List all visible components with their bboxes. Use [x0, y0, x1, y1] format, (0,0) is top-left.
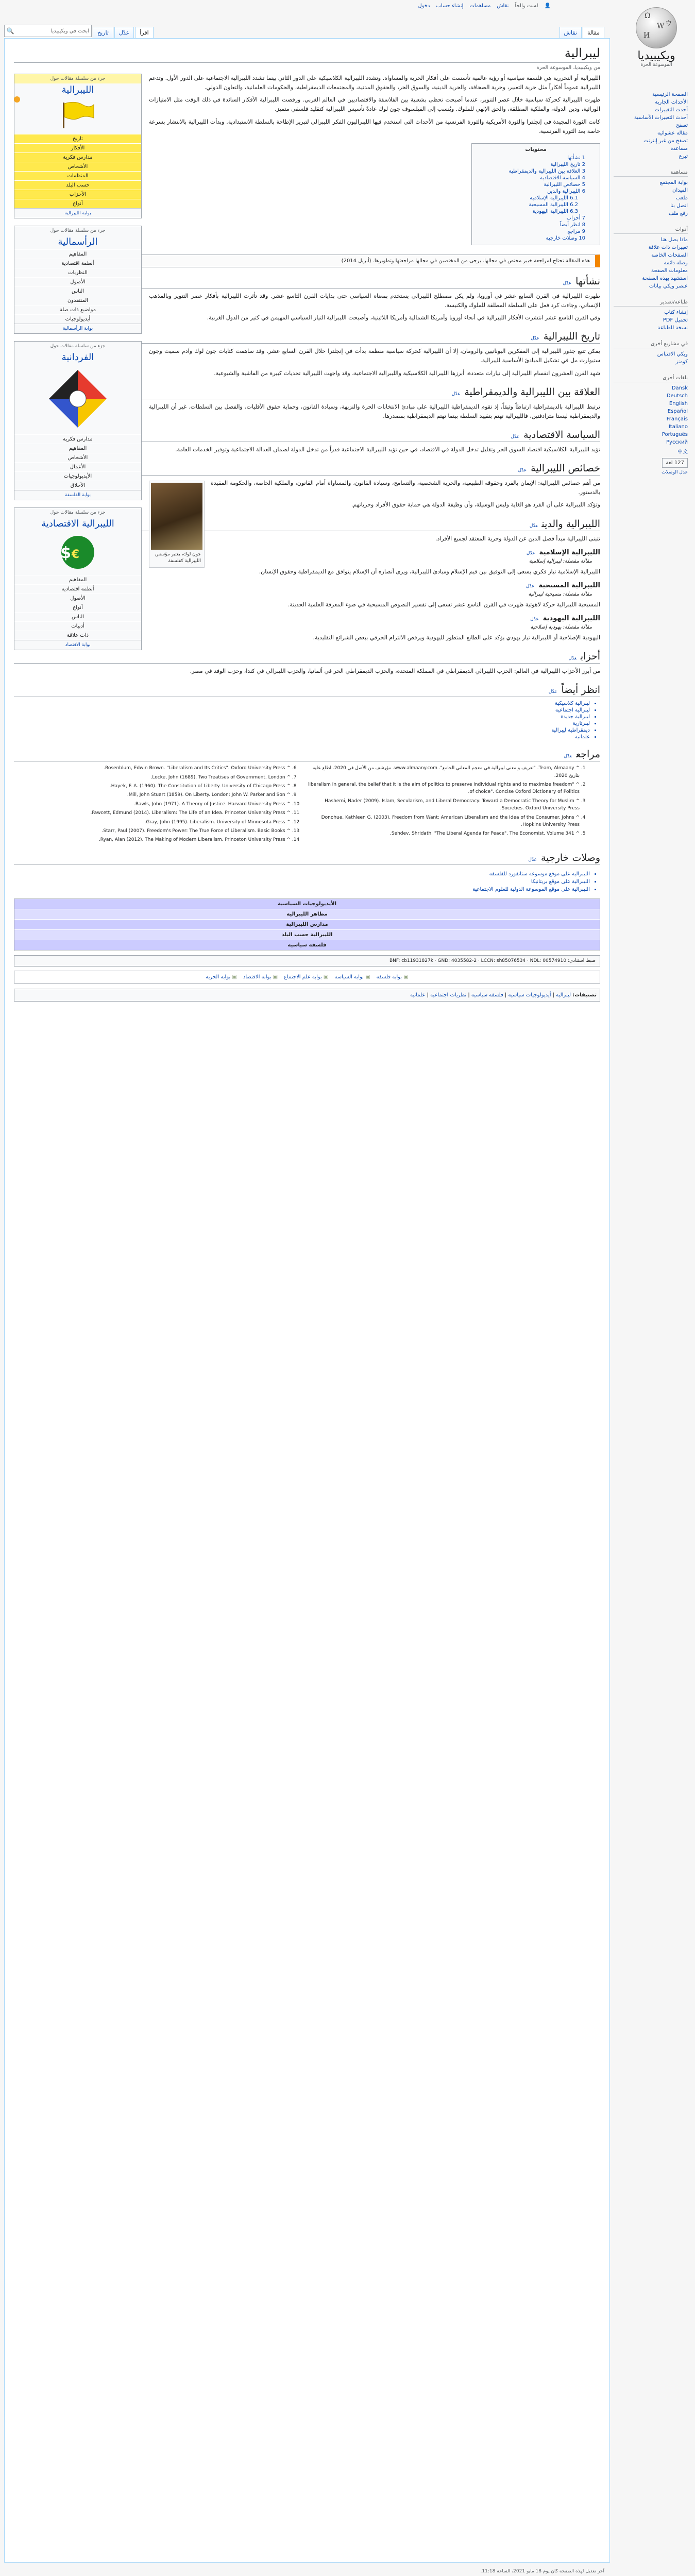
liberalism-flag-icon: [60, 100, 96, 129]
navbox-collapsed-row[interactable]: مدارس الليبرالية: [14, 920, 600, 930]
reference-item: 13. ^ Starr, Paul (2007). Freedom's Power: The True Force of Liberalism. Basic Books.: [14, 827, 291, 835]
sidebar-tool-item[interactable]: وصلة دائمة: [664, 260, 688, 266]
john-locke-thumbnail[interactable]: [149, 481, 205, 568]
navbox-collapsed-row[interactable]: الليبرالية حسب البلد: [14, 930, 600, 940]
sidebar-languages: [611, 370, 695, 479]
toc-item[interactable]: 6 الليبرالية والدين: [547, 188, 585, 194]
main-article-hatnote[interactable]: مقالة مفصلة: مسيحية ليبرالية: [528, 591, 592, 597]
sidebar-tool-item[interactable]: معلومات الصفحة: [651, 268, 688, 274]
sidebar-tool-item[interactable]: ماذا يصل هنا: [660, 237, 688, 243]
toc-title: محتويات: [525, 146, 547, 152]
view-tabs: [4, 24, 154, 38]
contributions-link[interactable]: مساهمات: [469, 3, 491, 9]
page-footer: [4, 2568, 604, 2576]
navbox-head: جزء من سلسلة مقالات حول: [14, 74, 141, 83]
edit-section-link[interactable]: عدّل: [526, 583, 535, 589]
tab-read[interactable]: اقرأ: [135, 27, 153, 38]
sidebar-nav-item[interactable]: مساعدة: [670, 146, 688, 151]
navbox-title[interactable]: الفردانية: [61, 352, 94, 363]
section-paragraph: المسيحية الليبرالية حركة لاهوتية ظهرت في القرن التاسع عشر تسعى إلى تفسير النصوص المسيحية في ضوء المعرفة العلمية الحديثة.: [287, 601, 600, 608]
edit-section-link[interactable]: عدّل: [526, 550, 535, 556]
edit-section-link[interactable]: عدّل: [530, 616, 539, 622]
section-paragraph: وفي القرن التاسع عشر انتشرت الأفكار الليبرالية في أنحاء أوروبا وأمريكا الشمالية وأمريكا اللاتينية، وأصبحت الليبرالية التيار السياسي المهيمن في كثير من الدول الغربية.: [207, 314, 600, 321]
toc-item[interactable]: 5 خصائص الليبرالية: [544, 181, 585, 188]
series-navboxes: [14, 74, 142, 657]
navbox-title[interactable]: الرأسمالية: [58, 236, 98, 247]
sidebar: [611, 88, 695, 479]
create-account-link[interactable]: إنشاء حساب: [436, 3, 464, 9]
sidebar-project-item[interactable]: كومنز: [675, 359, 688, 365]
sidebar-nav-item[interactable]: تصفح: [676, 123, 688, 128]
section-paragraph: شهد القرن العشرون انقسام الليبرالية إلى تيارات متعددة، أبرزها الليبرالية الكلاسيكية والليبرالية الاجتماعية، وقد واجهت الليبرالية تحديات كبيرة من الفاشية والشيوعية.: [214, 369, 600, 377]
section-title: خصائص الليبرالية: [531, 463, 600, 474]
navbox-row[interactable]: النظريات: [14, 268, 141, 277]
navbox-row[interactable]: الأخلاق: [14, 481, 141, 490]
user-icon: 👤: [544, 3, 551, 9]
navbox-row[interactable]: الأفكار: [14, 143, 141, 152]
section-title: مراجع: [576, 749, 600, 760]
wikipedia-globe-icon: Ω W И ウ: [636, 7, 677, 48]
sidebar-contribute-item[interactable]: ملعب: [675, 195, 688, 201]
toc-item[interactable]: 1 نشأتها: [567, 155, 585, 161]
sidebar-tools: [611, 222, 695, 294]
navbox-head: جزء من سلسلة مقالات حول: [50, 344, 106, 349]
toc-item[interactable]: 10 وصلات خارجية: [546, 235, 585, 241]
section-title: السياسة الاقتصادية: [523, 429, 600, 440]
reference-item: 10. ^ Rawls, John (1971). A Theory of Justice. Harvard University Press.: [14, 801, 291, 808]
section-paragraph: الليبرالية الإسلامية تيار فكري يسعى إلى التوفيق بين قيم الإسلام ومبادئ الليبرالية، ويرى أنصاره أن الإسلام يتوافق مع الديمقراطية وحقوق الإنسان.: [259, 568, 600, 575]
thumbnail-caption: جون لوك، يعتبر مؤسس الليبرالية كفلسفة: [155, 552, 201, 564]
reference-item: 7. ^ Locke, John (1689). Two Treatises of Government. London.: [14, 774, 291, 781]
sidebar-heading-languages: بلغات أخرى: [614, 375, 688, 382]
navbox-row[interactable]: ذات علاقة: [14, 631, 141, 640]
sidebar-tool-item[interactable]: تغييرات ذات علاقة: [648, 245, 688, 250]
portal-link[interactable]: ▣ بوابة السياسة: [334, 974, 370, 980]
edit-section-link[interactable]: عدّل: [511, 434, 520, 439]
search-input[interactable]: [16, 27, 91, 35]
category-links: [14, 989, 600, 1002]
navbox-row[interactable]: الأصول: [14, 277, 141, 286]
reference-item: 14. ^ Ryan, Alan (2012). The Making of Modern Liberalism. Princeton University Press.: [14, 836, 291, 843]
sidebar-tool-item[interactable]: استشهد بهذه الصفحة: [642, 276, 688, 281]
sidebar-print-item[interactable]: نسخة للطباعة: [657, 325, 688, 331]
section-title: نشأتها: [575, 275, 600, 287]
personal-toolbar: [4, 3, 551, 9]
reference-item: 11. ^ Fawcett, Edmund (2014). Liberalism: The Life of an Idea. Princeton University Press.: [14, 809, 291, 817]
reference-item: 2. ^ "liberalism In general, the belief that it is the aim of politics to preserve individual rights and to maximize freedom of choice". Concise Oxford Dictionary of Politics.: [303, 781, 580, 796]
navbox-row[interactable]: المنظمات: [14, 171, 141, 180]
external-link-item[interactable]: • الليبرالية على موقع بريتانيكا: [14, 878, 590, 886]
navbox-title[interactable]: الليبرالية: [61, 84, 94, 95]
sidebar-tool-item[interactable]: الصفحات الخاصة: [651, 252, 688, 258]
sidebar-heading-tools: أدوات: [614, 227, 688, 234]
lead-paragraph: ظهرت الليبرالية كحركة سياسية خلال عصر التنوير، عندما أصبحت تحظى بشعبية بين الفلاسفة والاقتصاديين في العالم الغربي. ورفضت الليبرالية الأفكار السائدة في ذلك الوقت مثل الامتيازات الوراثية، ودين الدولة، والملكية المطلقة، والحق الإلهي للملوك. ويُنسب إلى الفيلسوف جون لوك عادةً تأسيس الليبرالية كتقليد فلسفي متميز.: [149, 96, 600, 113]
navbox-portal-link[interactable]: بوابة الاقتصاد: [14, 640, 141, 650]
navbox-economic-liberalism: [14, 507, 142, 650]
see-also-item[interactable]: • ليبرتارية: [14, 720, 590, 727]
sidebar-language-item[interactable]: Français: [666, 416, 688, 422]
tab-history[interactable]: تاريخ: [93, 27, 113, 38]
portal-bar: [14, 971, 600, 984]
sidebar-heading-contribute: مساهمة: [614, 170, 688, 177]
navbox-row[interactable]: أيديولوجيات: [14, 314, 141, 324]
main-article-hatnote[interactable]: مقالة مفصلة: يهودية إصلاحية: [530, 624, 592, 630]
section-paragraph: اليهودية الإصلاحية أو الليبرالية تيار يهودي يؤكد على الطابع المتطور لليهودية ويرفض الالتزام الحرفي ببعض الشرائع التقليدية.: [313, 634, 600, 641]
navbox-collapsed-row[interactable]: مظاهر الليبرالية: [14, 909, 600, 920]
toc-item[interactable]: 6.1 الليبرالية الإسلامية: [530, 195, 578, 201]
svg-text:€: €: [71, 548, 79, 561]
sidebar-language-item[interactable]: Русский: [666, 439, 688, 445]
toc-item[interactable]: 6.2 الليبرالية المسيحية: [529, 201, 578, 208]
expert-needed-notice: هذه المقالة تحتاج لمراجعة خبير مختص في مجالها. يرجى من المختصين في مجالها مراجعتها وتطويرها. (أبريل 2014): [14, 255, 600, 267]
page-tabs: [4, 24, 604, 38]
section-paragraph: تتبنى الليبرالية مبدأ فصل الدين عن الدولة وحرية المعتقد لجميع الأفراد.: [435, 535, 600, 542]
navbox-row[interactable]: الأيديولوجيات: [14, 471, 141, 481]
navbox-collapsed-row[interactable]: الأيديولوجيات السياسية: [14, 899, 600, 909]
sidebar-nav-item[interactable]: أحدث التغييرات: [654, 107, 688, 113]
sidebar-language-item[interactable]: English: [669, 401, 688, 406]
section-heading: [14, 749, 600, 761]
external-link-item[interactable]: • الليبرالية على موقع موسوعة ستانفورد للفلسفة: [14, 870, 590, 878]
navbox-row[interactable]: الأشخاص: [14, 162, 141, 171]
reference-item: 4. ^ Donohue, Kathleen G. (2003). Freedom from Want: American Liberalism and the Idea of the Consumer. Johns Hopkins University Press.: [303, 814, 580, 829]
section-paragraph: يمكن تتبع جذور الليبرالية إلى المفكرين اليونانيين والرومان، إلا أن الليبرالية كحركة سياسية منظمة بدأت في إنجلترا خلال القرن السابع عشر. وقد ساهمت كتابات جون لوك وآدم سميث وجون ستيوارت مل في تشكيل المبادئ الأساسية لليبرالية.: [149, 348, 600, 364]
section-title: تاريخ الليبرالية: [543, 331, 600, 343]
navbox-row[interactable]: الأعمال: [14, 462, 141, 471]
site-logo[interactable]: [623, 5, 690, 67]
section-title: العلاقة بين الليبرالية والديمقراطية: [464, 386, 600, 398]
bottom-navboxes: [14, 899, 600, 951]
section-title: انظر أيضاً: [561, 684, 600, 696]
navbox-liberalism: [14, 74, 142, 218]
navbox-row[interactable]: أنواع: [14, 199, 141, 208]
navbox-row[interactable]: الناس: [14, 612, 141, 621]
individualism-diamond-icon: [47, 368, 109, 430]
reference-item: 9. ^ Mill, John Stuart (1859). On Liberty. London: John W. Parker and Son.: [14, 791, 291, 799]
section-heading: [14, 852, 600, 865]
sidebar-nav-item[interactable]: تصفح من غير إنترنت: [643, 138, 688, 144]
not-logged-in-label: لست والجاً: [515, 3, 538, 9]
reference-item: 6. ^ Rosenblum, Edwin Brown. "Liberalism and Its Critics". Oxford University Press.: [14, 765, 291, 772]
tab-talk[interactable]: نقاش: [560, 27, 582, 38]
site-name: ويكيبيديا: [637, 49, 675, 62]
navbox-row[interactable]: الأحزاب: [14, 190, 141, 199]
section-title: وصلات خارجية: [541, 852, 600, 863]
see-also-item[interactable]: • ليبرالية كلاسيكية: [14, 700, 590, 707]
section-paragraph: ظهرت الليبرالية في القرن السابع عشر في أوروبا، ولم يكن مصطلح الليبرالي يستخدم بمعناه السياسي حتى بدايات القرن التاسع عشر. وقد تأثرت الليبرالية بأفكار عصر التنوير وبالمذهب الإنساني، وجاءت كرد فعل على السلطة المطلقة للملوك والكنيسة.: [149, 292, 600, 309]
section-heading: [14, 684, 600, 697]
sidebar-print: [611, 294, 695, 336]
navbox-title[interactable]: الليبرالية الاقتصادية: [41, 518, 114, 529]
sidebar-project-item[interactable]: ويكي الاقتباس: [657, 351, 688, 357]
lead-paragraph: كانت الثورة المجيدة في إنجلترا والثورة الأمريكية والثورة الفرنسية من الأحداث التي استخدم فيها الليبراليون الفكر الليبرالي لتبرير الإطاحة بالسلطة الاستبدادية. وبدأت الليبرالية بالانتشار بسرعة خاصة بعد الثورة الفرنسية.: [149, 118, 600, 134]
navbox-row[interactable]: المفاهيم: [14, 575, 141, 584]
svg-text:$: $: [60, 544, 71, 562]
toc-item[interactable]: 8 انظر أيضاً: [560, 222, 585, 228]
navbox-row[interactable]: مدارس فكرية: [14, 434, 141, 444]
sidebar-contribute-item[interactable]: بوابة المجتمع: [659, 180, 688, 185]
navbox-portal-link[interactable]: بوابة الليبرالية: [14, 208, 141, 218]
navbox-row[interactable]: الأشخاص: [14, 453, 141, 462]
sidebar-nav-item[interactable]: الصفحة الرئيسية: [652, 92, 688, 97]
subsection-title: الليبرالية المسيحية: [538, 581, 600, 589]
edit-section-link[interactable]: عدّل: [568, 656, 577, 662]
categories-label: تصنيفات:: [572, 992, 597, 998]
sidebar-nav-item[interactable]: أحدث التغييرات الأساسية: [634, 115, 688, 121]
navbox-row[interactable]: مدارس فكرية: [14, 152, 141, 162]
toc-item[interactable]: 3 العلاقة بين الليبرالية والديمقراطية: [508, 168, 585, 174]
edit-section-link[interactable]: عدّل: [564, 754, 572, 759]
sidebar-contribute-item[interactable]: اتصل بنا: [670, 203, 688, 209]
section-paragraph: وتؤكد الليبرالية على أن الفرد هو الغاية وليس الوسيلة، وأن وظيفة الدولة هي حماية حقوق الأفراد وحرياتهم.: [351, 501, 600, 509]
sidebar-contribute: [611, 164, 695, 222]
money-symbol-icon: [60, 534, 96, 570]
search-icon[interactable]: 🔍: [6, 27, 14, 35]
edit-section-link[interactable]: عدّل: [563, 280, 572, 286]
see-also-list: [14, 700, 600, 740]
external-links-list: [14, 870, 600, 893]
navbox-row[interactable]: تاريخ: [14, 134, 141, 143]
sidebar-language-item[interactable]: Dansk: [671, 385, 688, 391]
edit-section-link[interactable]: عدّل: [518, 468, 527, 473]
edit-links-link[interactable]: عدل الوصلات: [662, 470, 688, 475]
sidebar-heading-print: طباعة/تصدير: [614, 299, 688, 307]
section-paragraph: من أهم خصائص الليبرالية: الإيمان بالفرد وحقوقه الطبيعية، والحرية الشخصية، والتسامح، وسيادة القانون، والمساواة أمام القانون، والملكية الخاصة، والحكومة المقيدة بالدستور.: [211, 480, 600, 496]
authority-control: ضبط استنادي: BNF: cb11931827k · GND: 4035582-2 · LCCN: sh85076534 · NDL: 00574910: [14, 955, 600, 967]
sidebar-nav-item[interactable]: الأحداث الجارية: [655, 99, 688, 105]
category-link[interactable]: | فلسفة سياسية: [471, 992, 508, 998]
section-paragraph: من أبرز الأحزاب الليبرالية في العالم: الحزب الليبرالي الديمقراطي في المملكة المتحدة، والحزب الديمقراطي الحر في ألمانيا، والحزب الليبرالي في كندا، وحزب الوفد في مصر.: [190, 668, 600, 675]
navbox-row[interactable]: المنتقدون: [14, 296, 141, 305]
namespace-tabs: [560, 24, 604, 38]
sidebar-tool-item[interactable]: عنصر ويكي بيانات: [649, 283, 688, 289]
navbox-row[interactable]: أنواع: [14, 603, 141, 612]
navbox-capitalism: [14, 226, 142, 334]
reference-item: 3. ^ Hashemi, Nader (2009). Islam, Secularism, and Liberal Democracy: Toward a Democratic Theory for Muslim Societies. Oxford University Press.: [303, 798, 580, 812]
sidebar-contribute-item[interactable]: رفع ملف: [668, 211, 688, 216]
reference-item: 8. ^ Hayek, F. A. (1960). The Constitution of Liberty. University of Chicago Press.: [14, 783, 291, 790]
subsection-title: الليبرالية الإسلامية: [539, 548, 600, 556]
navbox-collapsed-row[interactable]: فلسفة سياسية: [14, 940, 600, 951]
reference-item: 1. ^ Team, Almaany. "تعريف و معنى ليبرالية في معجم المعاني الجامع". www.almaany.com. مؤرشف من الأصل في 2020. اطلع عليه بتاريخ 2020.: [303, 765, 580, 779]
sidebar-language-item[interactable]: 中文: [677, 449, 688, 455]
main-content: [4, 38, 610, 2563]
navbox-portal-link[interactable]: بوابة الفلسفة: [14, 490, 141, 500]
category-link[interactable]: | أيديولوجيات سياسية: [508, 992, 556, 998]
portal-link[interactable]: ▣ بوابة الاقتصاد: [243, 974, 278, 980]
language-count-button[interactable]: 127 لغة: [662, 458, 688, 468]
section-title: الليبرالية والدين: [541, 518, 600, 530]
toc-item[interactable]: 4 السياسة الاقتصادية: [540, 175, 585, 181]
navbox-individualism: [14, 341, 142, 500]
sidebar-language-item[interactable]: Deutsch: [666, 393, 688, 399]
sidebar-language-item[interactable]: Español: [667, 409, 688, 414]
navbox-row[interactable]: المفاهيم: [14, 444, 141, 453]
tab-article[interactable]: مقالة: [583, 27, 604, 38]
sidebar-other-projects: [611, 336, 695, 370]
portrait-image: [151, 483, 202, 550]
reference-item: 12. ^ Gray, John (1995). Liberalism. University of Minnesota Press.: [14, 819, 291, 826]
page-title: ليبرالية: [14, 46, 600, 63]
navbox-row[interactable]: الأصول: [14, 594, 141, 603]
sidebar-nav-item[interactable]: مقالة عشوائية: [657, 130, 688, 136]
sidebar-print-item[interactable]: تحميل PDF: [663, 317, 688, 323]
edit-section-link[interactable]: عدّل: [528, 857, 537, 862]
portal-link[interactable]: ▣ بوابة فلسفة: [377, 974, 409, 980]
sidebar-print-item[interactable]: إنشاء كتاب: [664, 310, 688, 315]
sidebar-language-item[interactable]: Italiano: [668, 424, 688, 430]
lead-paragraph: الليبرالية أو التحررية هي فلسفة سياسية أو رؤية عالمية تأسست على أفكار الحرية والمساواة. وتشدد الليبرالية الكلاسيكية على الدور الثاني بينما تشدد الليبرالية الاجتماعية على الدور الأول. وتدعم الليبرالية عموماً أفكاراً مثل حرية التعبير، وحرية الصحافة، والحرية الدينية، والسوق الحر، والحقوق المدنية، والمجتمعات الديمقراطية، والحكومات العلمانية، والتعاون الدولي.: [149, 75, 600, 91]
navbox-row[interactable]: مواضيع ذات صلة: [14, 305, 141, 314]
category-link[interactable]: | علمانية: [410, 992, 430, 998]
audio-icon[interactable]: [14, 96, 20, 103]
sidebar-nav-item[interactable]: تبرع: [679, 154, 688, 159]
edit-section-link[interactable]: عدّل: [548, 689, 557, 695]
portal-link[interactable]: ▣ بوابة علم الاجتماع: [284, 974, 328, 980]
toc-item[interactable]: 7 أحزاب: [566, 215, 585, 221]
toc-item[interactable]: 2 تاريخ الليبرالية: [550, 161, 585, 167]
section-paragraph: تؤيد الليبرالية الكلاسيكية اقتصاد السوق الحر وتقليل تدخل الدولة في الاقتصاد، في حين تؤيد الليبرالية الاجتماعية قدراً من تدخل الدولة لضمان العدالة الاجتماعية وتوفير الخدمات العامة.: [175, 446, 600, 453]
navbox-head: جزء من سلسلة مقالات حول: [50, 228, 106, 233]
sidebar-main-nav: [611, 88, 695, 164]
reference-item: 5. ^ Sehdev, Shridath. "The Liberal Agenda for Peace". The Economist, Volume 341.: [303, 830, 580, 837]
external-link-item[interactable]: • الليبرالية على موقع الموسوعة الدولية للعلوم الاجتماعية: [14, 886, 590, 893]
subsection-title: الليبرالية اليهودية: [543, 614, 600, 622]
see-also-item[interactable]: • ليبرالية جديدة: [14, 714, 590, 720]
navbox-head: جزء من سلسلة مقالات حول: [50, 510, 106, 515]
references-list: [14, 765, 600, 844]
navbox-row[interactable]: الناس: [14, 286, 141, 296]
navbox-row[interactable]: حسب البلد: [14, 180, 141, 190]
sidebar-language-item[interactable]: Português: [662, 432, 688, 437]
login-link[interactable]: دخول: [418, 3, 430, 9]
search-box: [4, 25, 92, 37]
section-title: أحزاب: [580, 651, 600, 663]
talk-link[interactable]: نقاش: [497, 3, 509, 9]
site-subtitle: من ويكيبيديا، الموسوعة الحرة: [536, 65, 600, 71]
see-also-item[interactable]: • علمانية: [14, 734, 590, 740]
navbox-portal-link[interactable]: بوابة الرأسمالية: [14, 324, 141, 333]
navbox-row[interactable]: المفاهيم: [14, 249, 141, 259]
category-link[interactable]: ليبرالية: [556, 992, 571, 998]
main-article-hatnote[interactable]: مقالة مفصلة: ليبرالية إسلامية: [529, 558, 592, 564]
navbox-row[interactable]: أنظمة اقتصادية: [14, 584, 141, 594]
navbox-row[interactable]: أنظمة اقتصادية: [14, 259, 141, 268]
see-also-item[interactable]: • ليبرالية اجتماعية: [14, 707, 590, 714]
last-edit-info: آخر تعديل لهذه الصفحة كان يوم 18 مايو 2021، الساعة 11:18.: [480, 2569, 604, 2574]
toc-item[interactable]: 6.3 الليبرالية اليهودية: [532, 208, 578, 214]
toc-item[interactable]: 9 مراجع: [567, 228, 585, 234]
table-of-contents: [471, 143, 600, 245]
navbox-row[interactable]: أدبيات: [14, 621, 141, 631]
portal-link[interactable]: ▣ بوابة الحرية: [206, 974, 237, 980]
section-paragraph: ترتبط الليبرالية بالديمقراطية ارتباطاً وثيقاً، إذ تقوم الديمقراطية الليبرالية على مبادئ الانتخابات الحرة والنزيهة، وسيادة القانون، وحماية حقوق الأقليات، والفصل بين السلطات. غير أن الليبرالية والديمقراطية ليستا مترادفتين، فالليبرالية تهتم بتقييد السلطة بينما تهتم الديمقراطية بمصدرها.: [149, 403, 600, 419]
tab-edit[interactable]: عدّل: [114, 27, 134, 38]
edit-section-link[interactable]: عدّل: [531, 336, 539, 342]
site-tagline: الموسوعة الحرة: [640, 62, 672, 67]
see-also-item[interactable]: • ديمقراطية ليبرالية: [14, 727, 590, 734]
edit-section-link[interactable]: عدّل: [451, 391, 461, 397]
sidebar-contribute-item[interactable]: الميدان: [672, 188, 688, 193]
category-link[interactable]: | نظريات اجتماعية: [430, 992, 471, 998]
sidebar-heading-other: في مشاريع أخرى: [614, 341, 688, 348]
edit-section-link[interactable]: عدّل: [529, 523, 538, 529]
